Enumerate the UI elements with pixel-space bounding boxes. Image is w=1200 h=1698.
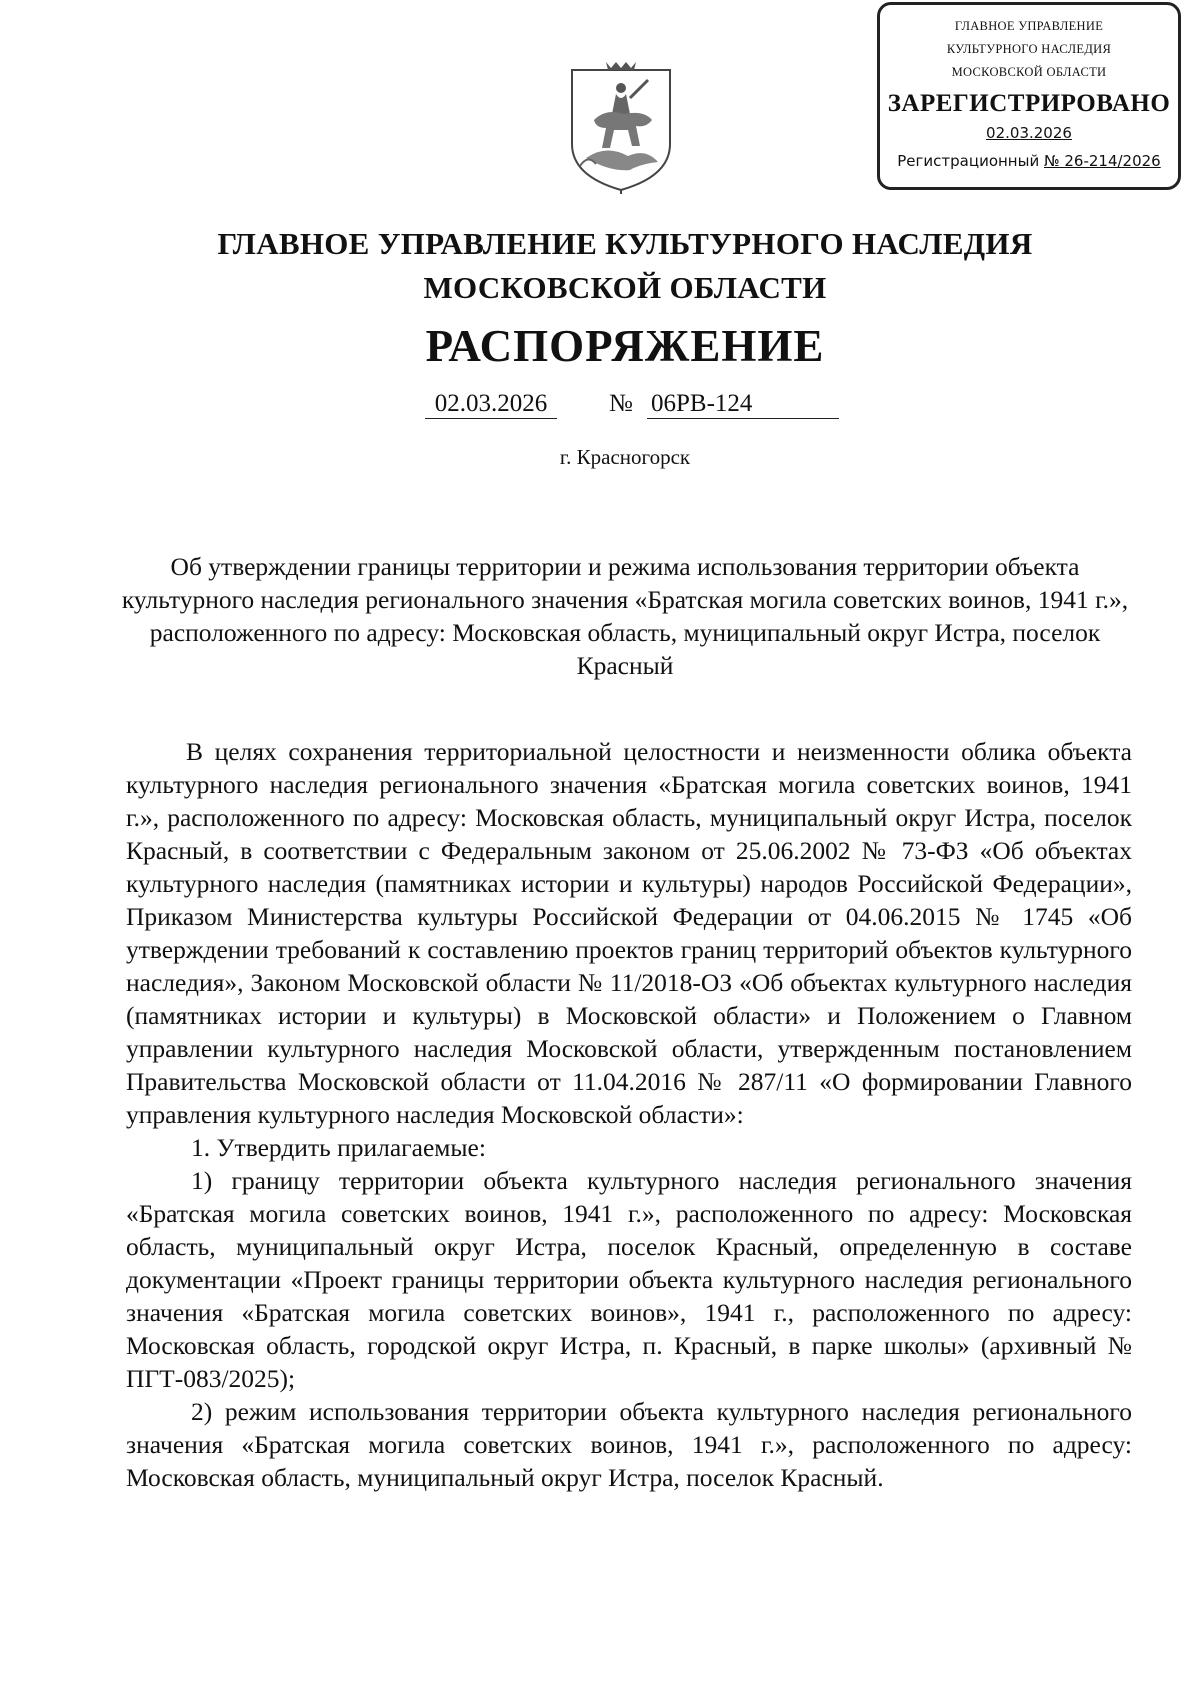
stamp-org [880, 15, 1178, 84]
organization-title-line: ГЛАВНОЕ УПРАВЛЕНИЕ КУЛЬТУРНОГО НАСЛЕДИЯ [217, 226, 1033, 261]
list-item: 1. Утвердить прилагаемые: [191, 1133, 486, 1162]
document-city: г. Красногорск [559, 445, 691, 469]
list-item: 1) границу территории объекта культурного наследия регионального значения «Братская могила советских воинов, 1941 г.», расположенного по адресу: Московская область, муниципальный округ Истра, поселок Красный, определенную в составе документации «Проект границы территории объекта культурного наследия регионального значения «Братская могила советских воинов», 1941 г., расположенного по адресу: Московская область, городской округ Истра, п. Красный, в парке школы» (архивный № ПГТ-083/2025); [126, 1166, 1132, 1393]
document-body [126, 735, 1132, 1494]
list-item: 2) режим использования территории объекта культурного наследия регионального значения «Братская могила советских воинов, 1941 г.», расположенного по адресу: Московская область, муниципальный округ Истра, поселок Красный. [126, 1397, 1132, 1492]
stamp-date: 02.03.2026 [986, 124, 1072, 142]
registration-stamp [877, 2, 1181, 190]
document-number: 06РВ-124 [647, 390, 839, 419]
stamp-reg-number [880, 152, 1178, 170]
moscow-region-coat-of-arms-icon [566, 58, 676, 194]
stamp-reg-value: № 26-214/2026 [1044, 152, 1161, 170]
document-type: РАСПОРЯЖЕНИЕ [425, 321, 825, 371]
stamp-org-line: КУЛЬТУРНОГО НАСЛЕДИЯ [946, 42, 1112, 56]
organization-title [0, 222, 1200, 310]
document-date: 02.03.2026 [425, 390, 557, 419]
document-date-number [425, 390, 835, 426]
stamp-status: ЗАРЕГИСТРИРОВАНО [887, 90, 1171, 117]
document-subject: Об утверждении границы территории и режима использования территории объекта культурного наследия регионального значения «Братская могила советских воинов, 1941 г.», расположенного по адресу: Московская область, муниципальный округ Истра, поселок Красный [121, 552, 1129, 680]
stamp-reg-label: Регистрационный [897, 152, 1040, 170]
organization-title-line: МОСКОВСКОЙ ОБЛАСТИ [423, 270, 827, 305]
number-sign: № [609, 390, 633, 417]
stamp-org-line: МОСКОВСКОЙ ОБЛАСТИ [951, 65, 1107, 79]
preamble-paragraph: В целях сохранения территориальной целостности и неизменности облика объекта культурного наследия регионального значения «Братская могила советских воинов, 1941 г.», расположенного по адресу: Московская область, муниципальный округ Истра, поселок Красный, в соответствии с Федеральным законом от 25.06.2002 № 73-ФЗ «Об объектах культурного наследия (памятниках истории и культуры) народов Российской Федерации», Приказом Министерства культуры Российской Федерации от 04.06.2015 № 1745 «Об утверждении требований к составлению проектов границ территорий объектов культурного наследия», Законом Московской области № 11/2018-ОЗ «Об объектах культурного наследия (памятниках истории и культуры) в Московской области» и Положением о Главном управлении культурного наследия Московской области, утвержденным постановлением Правительства Московской области от 11.04.2016 № 287/11 «О формировании Главного управления культурного наследия Московской области»: [126, 737, 1132, 1129]
stamp-org-line: ГЛАВНОЕ УПРАВЛЕНИЕ [954, 19, 1104, 33]
